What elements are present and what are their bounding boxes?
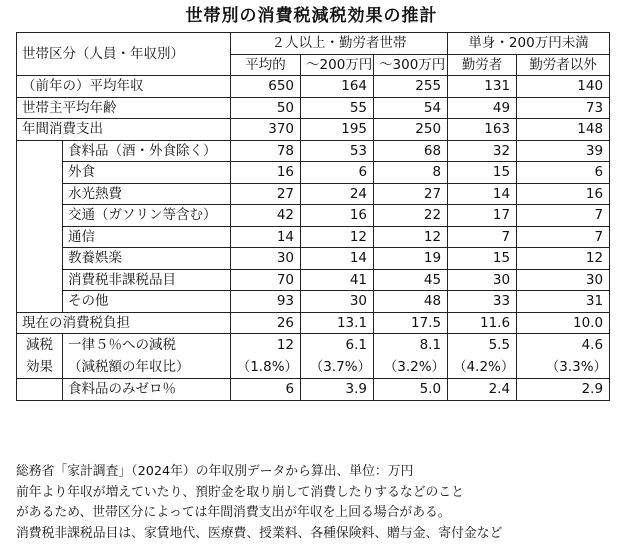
footnote-line: があるため、世帯区分によっては年間消費支出が年収を上回る場合がある。 [16,505,451,520]
effect-group-label-line1: 減税 [26,337,53,353]
cell-value: （1.8%） [231,356,301,379]
indent-cell [17,291,63,313]
cell-value: 6 [301,162,374,184]
row-label: 外食 [63,162,231,184]
table-row [17,356,610,379]
cell-value: （4.2%） [448,356,517,379]
cell-value: 131 [448,76,517,98]
table-row [17,205,610,227]
row-label: 一律５％への減税 [63,334,231,357]
cell-value: 6 [517,162,610,184]
row-label: （減税額の年収比） [63,356,231,379]
row-label: （前年の）平均年収 [17,76,231,98]
table-row [17,379,610,401]
cell-value: 12 [374,226,448,248]
cell-value: 45 [374,269,448,291]
cell-value: 31 [517,291,610,313]
cell-value: （3.7%） [301,356,374,379]
indent-cell [17,226,63,248]
cell-value: 4.6 [517,334,610,357]
row-label: 消費税非課税品目 [63,269,231,291]
cell-value: 255 [374,76,448,98]
cell-value: 7 [517,205,610,227]
row-label: 年間消費支出 [17,119,231,141]
cell-value: 5.5 [448,334,517,357]
cell-value: 55 [301,97,374,119]
row-label: 食料品のみゼロ％ [63,379,231,401]
cell-value: 49 [448,97,517,119]
table-row [17,312,610,334]
table-row [17,183,610,205]
cell-value: 6.1 [301,334,374,357]
cell-value: 2.4 [448,379,517,401]
table-row [17,97,610,119]
row-label: 教養娯楽 [63,248,231,270]
column-header: ～300万円 [374,54,448,76]
cell-value: 78 [231,140,301,162]
cell-value: 17.5 [374,312,448,334]
effect-group-label [17,334,63,379]
cell-value: 26 [231,312,301,334]
row-label: 交通（ガソリン等含む） [63,205,231,227]
footnote-line: 消費税非課税品目は、家賃地代、医療費、授業料、各種保険料、贈与金、寄付金など [16,525,503,541]
cell-value: 27 [231,183,301,205]
table-row [17,291,610,313]
column-header: 平均的 [231,54,301,76]
row-label: 世帯主平均年齢 [17,97,231,119]
cell-value: 50 [231,97,301,119]
cell-value: 53 [301,140,374,162]
cell-value: 32 [448,140,517,162]
cell-value: （3.3%） [517,356,610,379]
cell-value: 15 [448,248,517,270]
cell-value: 70 [231,269,301,291]
cell-value: 11.6 [448,312,517,334]
column-header: 勤労者以外 [517,54,610,76]
row-label: 通信 [63,226,231,248]
header-row-groups [17,33,610,55]
cell-value: 68 [374,140,448,162]
cell-value: 17 [448,205,517,227]
footnote-line: 総務省「家計調査」（2024年）の年収別データから算出、単位：万円 [16,464,414,479]
cell-value: 10.0 [517,312,610,334]
row-label: 水光熱費 [63,183,231,205]
indent-cell [17,269,63,291]
cell-value: 48 [374,291,448,313]
indent-cell [17,205,63,227]
column-header: ～200万円 [301,54,374,76]
table-title: 世帯別の消費税減税効果の推計 [185,6,438,26]
indent-cell [17,140,63,162]
table-row [17,119,610,141]
cell-value: 15 [448,162,517,184]
row-label: 食料品（酒・外食除く） [63,140,231,162]
cell-value: 73 [517,97,610,119]
cell-value: 93 [231,291,301,313]
cell-value: 650 [231,76,301,98]
cell-value: 30 [301,291,374,313]
row-label: 現在の消費税負担 [17,312,231,334]
cell-value: 14 [301,248,374,270]
cell-value: 30 [517,269,610,291]
table-row [17,269,610,291]
cell-value: 148 [517,119,610,141]
cell-value: （3.2%） [374,356,448,379]
cell-value: 27 [374,183,448,205]
cell-value: 12 [301,226,374,248]
row-label: その他 [63,291,231,313]
cell-value: 370 [231,119,301,141]
footnote-line: 前年より年収が増えていたり、預貯金を取り崩して消費したりするなどのこと [16,484,464,500]
cell-value: 13.1 [301,312,374,334]
cell-value: 24 [301,183,374,205]
cell-value: 12 [517,248,610,270]
cell-value: 8 [374,162,448,184]
cell-value: 140 [517,76,610,98]
cell-value: 41 [301,269,374,291]
table-row [17,76,610,98]
footnotes [16,462,616,544]
cell-value: 19 [374,248,448,270]
row-label-header: 世帯区分（人員・年収別） [17,33,231,76]
cell-value: 54 [374,97,448,119]
cell-value: 39 [517,140,610,162]
cell-value: 16 [517,183,610,205]
cell-value: 7 [448,226,517,248]
cell-value: 22 [374,205,448,227]
cell-value: 30 [448,269,517,291]
cell-value: 5.0 [374,379,448,401]
indent-cell [17,379,63,401]
cell-value: 164 [301,76,374,98]
table-row [17,248,610,270]
tax-cut-effect-table [16,32,610,401]
indent-cell [17,248,63,270]
column-header: 勤労者 [448,54,517,76]
indent-cell [17,162,63,184]
cell-value: 14 [231,226,301,248]
cell-value: 2.9 [517,379,610,401]
cell-value: 42 [231,205,301,227]
cell-value: 30 [231,248,301,270]
cell-value: 33 [448,291,517,313]
cell-value: 12 [231,334,301,357]
cell-value: 16 [301,205,374,227]
cell-value: 8.1 [374,334,448,357]
cell-value: 14 [448,183,517,205]
cell-value: 7 [517,226,610,248]
cell-value: 163 [448,119,517,141]
table-row [17,140,610,162]
cell-value: 16 [231,162,301,184]
cell-value: 3.9 [301,379,374,401]
indent-cell [17,183,63,205]
effect-group-label-line2: 効果 [26,359,53,375]
cell-value: 6 [231,379,301,401]
table-row [17,162,610,184]
group-header-multi-person: ２人以上・勤労者世帯 [231,33,448,55]
cell-value: 250 [374,119,448,141]
group-header-single: 単身・200万円未満 [448,33,610,55]
cell-value: 195 [301,119,374,141]
table-row [17,226,610,248]
table-row [17,334,610,357]
